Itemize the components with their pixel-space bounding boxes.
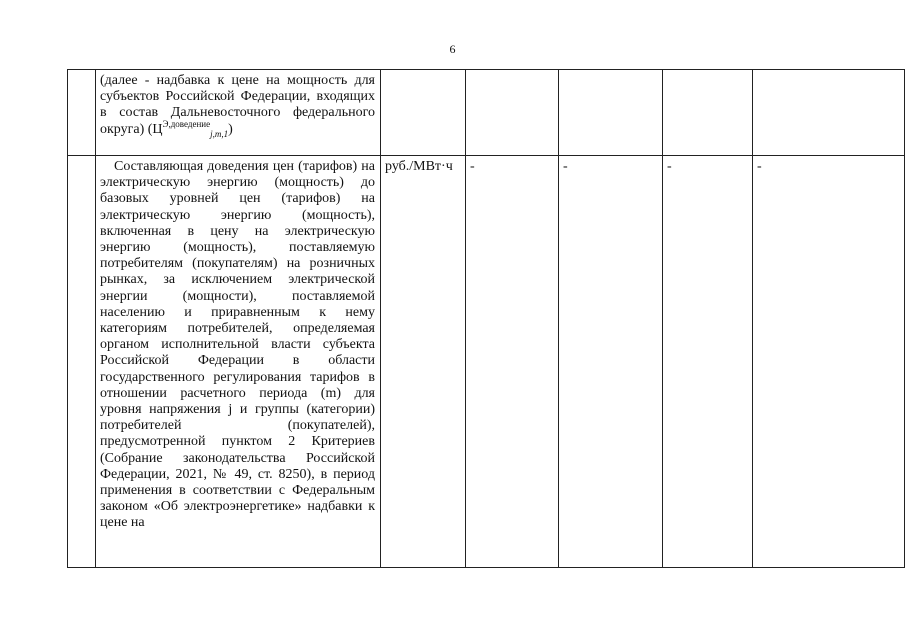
value-cell: [466, 70, 559, 156]
table-row: [68, 156, 905, 568]
value-cell: [753, 70, 905, 156]
row-description: (далее - надбавка к цене на мощность для субъектов Российской Федерации, входящих в состав Дальневосточного федерального округа) (: [100, 73, 375, 137]
formula: [152, 118, 233, 139]
unit-cell: [381, 70, 466, 156]
unit-cell: руб./МВт·ч: [381, 156, 466, 568]
tariff-table: [67, 69, 905, 568]
value-cell: [559, 70, 663, 156]
value-cell: -: [663, 156, 753, 568]
formula-subscript: j,m,1: [210, 128, 229, 139]
page-number: 6: [449, 42, 456, 56]
value-cell: -: [753, 156, 905, 568]
value-cell: -: [559, 156, 663, 568]
index-cell: [68, 70, 96, 156]
description-cell: [96, 70, 381, 156]
formula-close: ): [228, 121, 233, 137]
formula-base: Ц: [152, 121, 163, 137]
value-cell: -: [466, 156, 559, 568]
row-description: Составляющая доведения цен (тарифов) на электрическую энергию (мощность) до базовых уровней цен (тарифов) на электрическую энергию (мощность), включенная в цену на электрическую энергию (мощность), поставляемую потребителям (покупателям) на розничных рынках, за исключением электрической энергии (мощности), поставляемой населению и приравненным к нему категориям потребителей, определяемая органом исполнительной власти субъекта Российской Федерации в области государственного регулирования тарифов в отношении расчетного периода (m) для уровня напряжения j и группы (категории) потребителей (покупателей), предусмотренной пунктом 2 Критериев (Собрание законодательства Российской Федерации, 2021, № 49, ст. 8250), в период применения в соответствии с Федеральным законом «Об электроэнергетике» надбавки к цене на: [100, 159, 375, 531]
formula-superscript: Э,доведение: [162, 118, 211, 129]
value-cell: [663, 70, 753, 156]
index-cell: [68, 156, 96, 568]
table-row: [68, 70, 905, 156]
description-cell: [96, 156, 381, 568]
